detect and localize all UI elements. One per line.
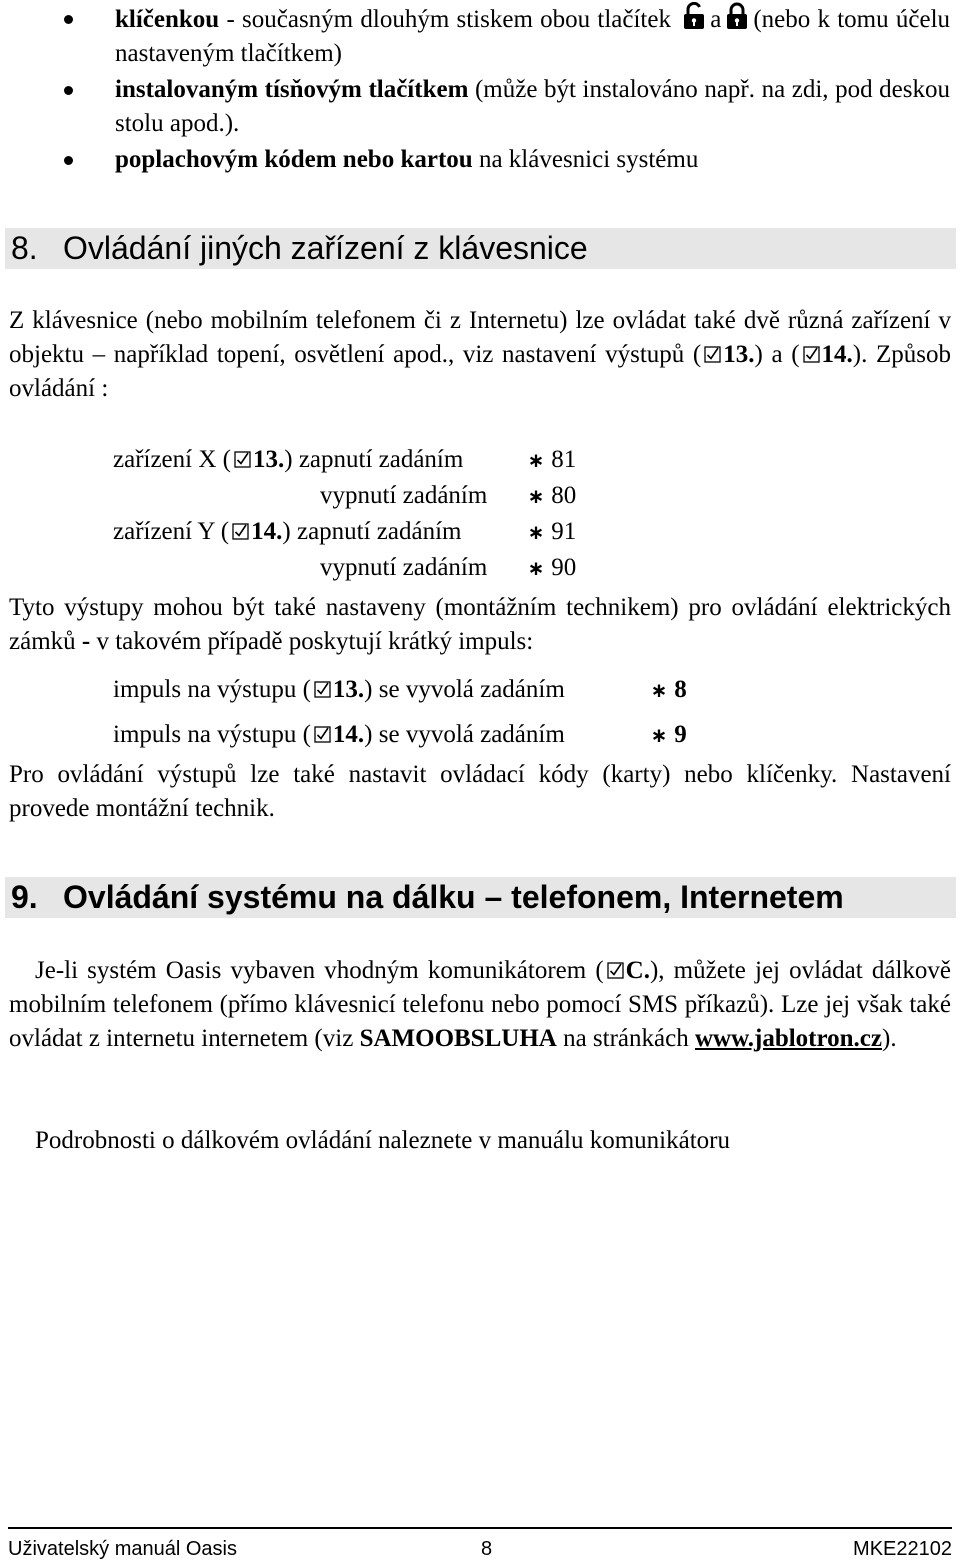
asterisk-icon: ∗	[650, 678, 668, 702]
text: )	[284, 446, 299, 473]
text: Z klávesnice (nebo mobilním telefonem či z Internetu) lze ovládat také dvě různá zařízení v objektu – například topení, osvětlení apod., viz nastavení výstupů (	[9, 307, 951, 368]
ref-number: 13.	[723, 341, 755, 368]
device-x-on-code	[527, 443, 576, 477]
lock-open-icon	[682, 2, 706, 30]
asterisk-icon: ∗	[650, 723, 668, 747]
device-label: zařízení Y (	[113, 518, 230, 545]
ref-number: 13.	[332, 676, 365, 703]
asterisk-icon: ∗	[527, 448, 545, 472]
impulse-code-13	[650, 673, 687, 707]
text: se vyvolá zadáním	[372, 676, 565, 703]
code: 81	[551, 446, 577, 473]
checkbox-ref-icon	[607, 962, 624, 979]
impulse-row-14	[113, 718, 565, 752]
bold-term: klíčenkou	[115, 6, 220, 33]
asterisk-icon: ∗	[527, 484, 545, 508]
list-item	[60, 73, 950, 141]
action-label: vypnutí zadáním	[320, 482, 488, 509]
section-title: Ovládání jiných zařízení z klávesnice	[63, 230, 588, 266]
code: 91	[551, 518, 577, 545]
section-title: Ovládání systému na dálku – telefonem, Internetem	[63, 879, 844, 915]
device-label: zařízení X (	[113, 446, 231, 473]
ref-number: 14.	[332, 721, 365, 748]
impulse-row-13	[113, 673, 565, 707]
bullet-dot	[64, 156, 73, 165]
text: Tyto výstupy mohou být také nastaveny (montážním technikem) pro ovládání elektrických zámků	[9, 594, 951, 655]
text: v takovém případě poskytují krátký impuls:	[96, 628, 534, 655]
text: Je-li systém Oasis vybaven vhodným komunikátorem (	[35, 957, 604, 984]
checkbox-ref-icon	[704, 346, 721, 363]
checkbox-ref-icon	[314, 726, 331, 743]
text: se vyvolá zadáním	[372, 721, 565, 748]
device-y-on-row	[113, 515, 461, 549]
device-y-off-code	[527, 551, 576, 585]
text: ).	[882, 1025, 897, 1052]
checkbox-ref-icon	[234, 451, 251, 468]
text: na stránkách	[556, 1025, 695, 1052]
list-item-text: na klávesnici systému	[472, 146, 699, 173]
code: 90	[551, 554, 577, 581]
impulse-label: impuls na výstupu (	[113, 721, 311, 748]
lock-closed-icon	[725, 2, 749, 30]
bullet-dot	[64, 15, 73, 24]
section-8-closing: Pro ovládání výstupů lze také nastavit ovládací kódy (karty) nebo klíčenky. Nastavení provede montážní technik.	[9, 761, 951, 822]
device-x-off-code	[527, 479, 576, 513]
checkbox-ref-icon	[314, 681, 331, 698]
text: ), můžete jej ovládat dálkově mobilním telefonem (přímo klávesnicí telefonu nebo pomocí SMS příkazů). Lze jej však také ovládat z internetu internetem (viz	[9, 957, 951, 1052]
checkbox-ref-icon	[803, 346, 820, 363]
page-number: 8	[481, 1538, 493, 1560]
jablotron-link[interactable]: www.jablotron.cz	[694, 1025, 882, 1052]
dash: -	[219, 6, 243, 33]
text: )	[364, 676, 373, 703]
list-item-text: (může být instalováno např. na zdi, pod deskou stolu apod.).	[115, 76, 950, 137]
section-8-heading	[5, 228, 956, 269]
code: 8	[674, 676, 687, 703]
document-code: MKE22102	[853, 1538, 952, 1560]
section-9-note: Podrobnosti o dálkovém ovládání naleznete v manuálu komunikátoru	[35, 1127, 730, 1154]
bullet-dot	[64, 86, 73, 95]
ref-number: 13.	[252, 446, 285, 473]
ref-number: 14.	[821, 341, 853, 368]
bullet-list	[60, 2, 950, 177]
asterisk-icon: ∗	[527, 520, 545, 544]
ref-number: C.	[625, 957, 650, 984]
list-item	[60, 143, 950, 177]
bold-term: poplachovým kódem nebo kartou	[115, 146, 473, 173]
code: 9	[674, 721, 687, 748]
asterisk-icon: ∗	[527, 556, 545, 580]
section-number: 9.	[11, 879, 38, 915]
section-number: 8.	[11, 230, 38, 266]
checkbox-ref-icon	[232, 523, 249, 540]
bold-dash: -	[75, 628, 97, 655]
text: ). Způsob ovládání :	[9, 341, 951, 402]
section-9-paragraph	[9, 954, 951, 1056]
action-label: zapnutí zadáním	[296, 518, 462, 545]
device-x-off-row	[320, 479, 487, 513]
section-8-intro	[9, 304, 951, 406]
electric-locks-paragraph	[9, 591, 951, 659]
text: )	[364, 721, 373, 748]
text: )	[282, 518, 297, 545]
footer-title: Uživatelský manuál Oasis	[8, 1538, 237, 1560]
impulse-label: impuls na výstupu (	[113, 676, 311, 703]
action-label: zapnutí zadáním	[298, 446, 464, 473]
impulse-code-14	[650, 718, 687, 752]
bold-term: SAMOOBSLUHA	[359, 1025, 557, 1052]
list-item	[60, 2, 950, 71]
device-y-on-code	[527, 515, 576, 549]
section-9-heading	[5, 877, 956, 918]
bold-term: instalovaným tísňovým tlačítkem	[115, 76, 469, 103]
list-item-text: současným dlouhým stiskem obou tlačítek	[242, 6, 671, 33]
code: 80	[551, 482, 577, 509]
list-item-text: (nebo k tomu účelu nastaveným tlačítkem)	[115, 6, 951, 67]
device-x-on-row	[113, 443, 463, 477]
ref-number: 14.	[251, 518, 283, 545]
page-footer	[8, 1527, 952, 1560]
action-label: vypnutí zadáním	[320, 554, 488, 581]
device-y-off-row	[320, 551, 487, 585]
text: ) a (	[754, 341, 800, 368]
conjunction: a	[710, 6, 722, 33]
